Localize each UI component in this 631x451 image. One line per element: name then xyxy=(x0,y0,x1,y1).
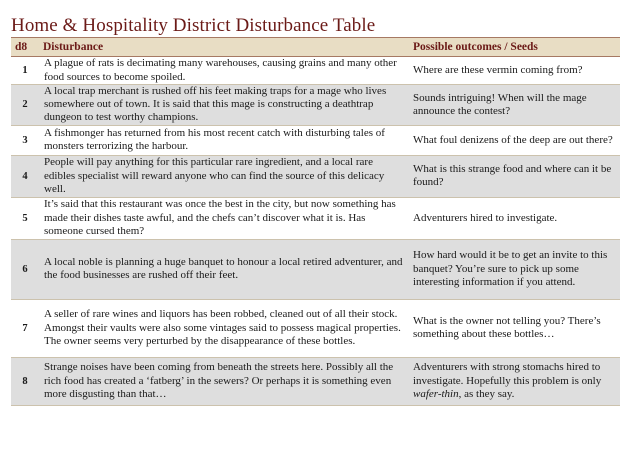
roll-number: 3 xyxy=(11,125,39,155)
table-row xyxy=(11,125,620,155)
outcome-text: How hard would it be to get an invite to this banquet? You’re sure to pick up some interesting information if you attend. xyxy=(409,239,620,299)
table-header-row xyxy=(11,38,620,57)
table-row xyxy=(11,155,620,197)
roll-number: 1 xyxy=(11,57,39,85)
roll-number: 2 xyxy=(11,85,39,126)
roll-number: 7 xyxy=(11,299,39,357)
roll-number: 6 xyxy=(11,239,39,299)
table-row xyxy=(11,197,620,239)
roll-number: 4 xyxy=(11,155,39,197)
disturbance-text: A seller of rare wines and liquors has been robbed, cleaned out of all their stock. Amongst their vaults were also some vintages said to possess magical properties. The owner seems very perturbed by the disappearance of these bottles. xyxy=(39,299,409,357)
outcome-text: Where are these vermin coming from? xyxy=(409,57,620,85)
table-row xyxy=(11,57,620,85)
table-row xyxy=(11,357,620,405)
table-row xyxy=(11,299,620,357)
disturbance-text: A fishmonger has returned from his most recent catch with disturbing tales of monsters terrorizing the harbour. xyxy=(39,125,409,155)
page-title: Home & Hospitality District Disturbance Table xyxy=(11,15,376,36)
disturbance-text: A local trap merchant is rushed off his feet making traps for a mage who lives somewhere out of town. It is said that this mage is constructing a deathtrap dungeon to test worthy champions. xyxy=(39,85,409,126)
disturbance-text: It’s said that this restaurant was once the best in the city, but now something has made their dishes taste awful, and the chefs can’t discover what it is. Has someone cursed them? xyxy=(39,197,409,239)
outcome-text: What foul denizens of the deep are out there? xyxy=(409,125,620,155)
outcome-text: Adventurers hired to investigate. xyxy=(409,197,620,239)
outcome-text: What is the owner not telling you? There’s something about these bottles… xyxy=(409,299,620,357)
header-outcomes: Possible outcomes / Seeds xyxy=(409,38,620,57)
disturbance-text: A local noble is planning a huge banquet to honour a local retired adventurer, and the food businesses are rushed off their feet. xyxy=(39,239,409,299)
disturbance-table xyxy=(11,37,620,406)
header-d8: d8 xyxy=(11,38,39,57)
disturbance-text: Strange noises have been coming from beneath the streets here. Possibly all the rich food has created a ‘fatberg’ in the sewers? Or perhaps it is something even more disgusting than that… xyxy=(39,357,409,405)
disturbance-text: People will pay anything for this particular rare ingredient, and a local rare edibles specialist will reward anyone who can find the source of this delicacy well. xyxy=(39,155,409,197)
disturbance-text: A plague of rats is decimating many warehouses, causing grains and many other food sources to become spoiled. xyxy=(39,57,409,85)
roll-number: 5 xyxy=(11,197,39,239)
roll-number: 8 xyxy=(11,357,39,405)
outcome-text: Adventurers with strong stomachs hired to investigate. Hopefully this problem is only wafer-thin, as they say. xyxy=(409,357,620,405)
outcome-text: Sounds intriguing! When will the mage announce the contest? xyxy=(409,85,620,126)
table-row xyxy=(11,239,620,299)
header-disturbance: Disturbance xyxy=(39,38,409,57)
outcome-text: What is this strange food and where can it be found? xyxy=(409,155,620,197)
table-row xyxy=(11,85,620,126)
